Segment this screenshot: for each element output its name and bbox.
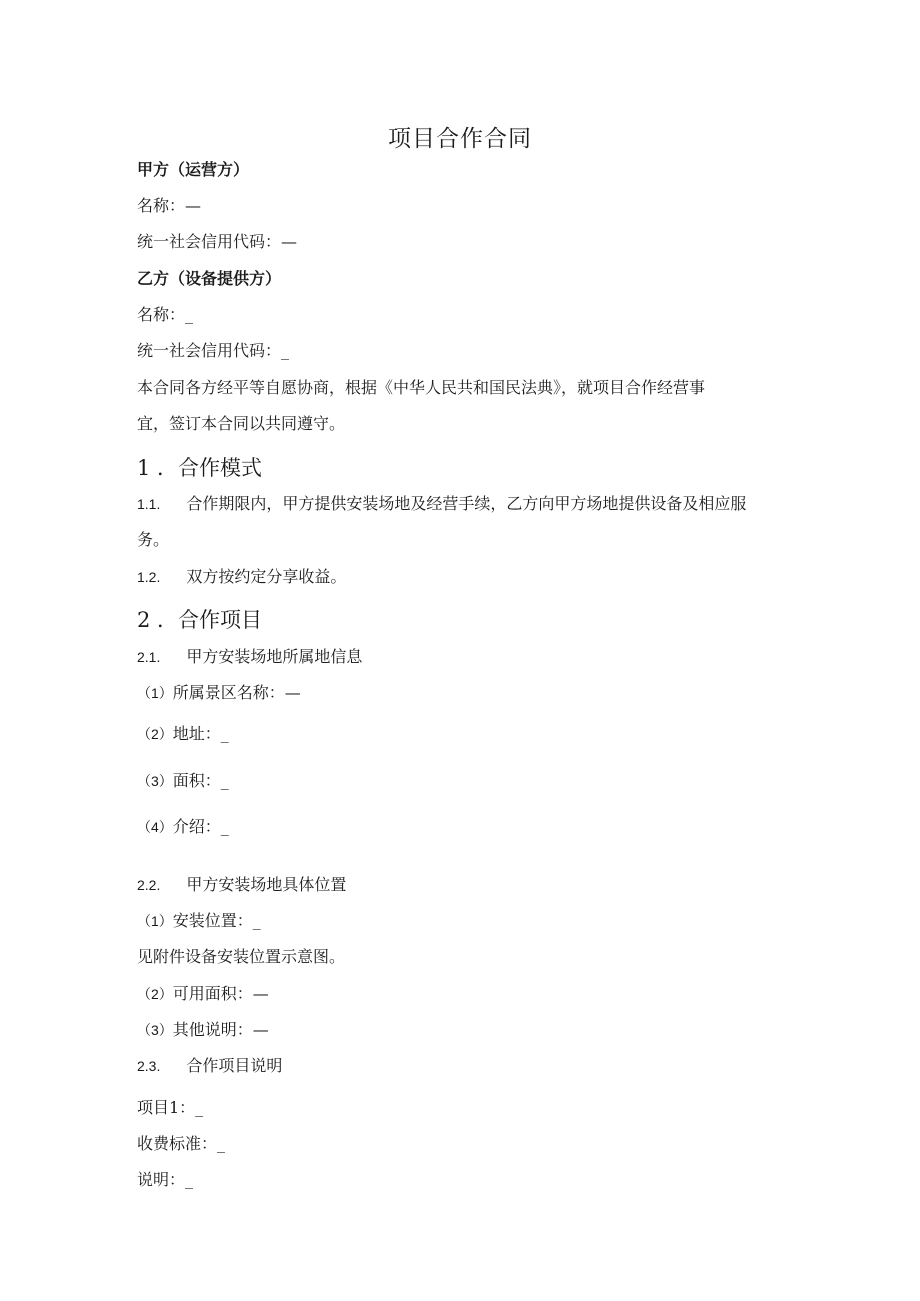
item-number: （3） — [137, 1022, 173, 1038]
clause-2-3 — [137, 1056, 282, 1076]
item-number: （2） — [137, 986, 173, 1002]
project-1: 项目1：_ — [137, 1098, 204, 1117]
location-item-1 — [137, 911, 261, 931]
clause-1-1-continued: 务。 — [137, 530, 170, 549]
clause-number: 2.3. — [137, 1058, 161, 1074]
item-text: 安装位置：_ — [172, 911, 261, 930]
item-text: 介绍：_ — [172, 817, 229, 836]
site-info-item-4 — [137, 817, 229, 837]
clause-number: 1.1. — [137, 496, 161, 512]
item-number: （3） — [137, 773, 173, 789]
party-b-heading: 乙方（设备提供方） — [137, 269, 282, 288]
clause-2-1 — [137, 647, 362, 667]
preamble-line-1: 本合同各方经平等自愿协商，根据《中华人民共和国民法典》，就项目合作经营事 — [137, 378, 706, 397]
item-number: （4） — [137, 819, 173, 835]
item-text: 地址：_ — [172, 724, 229, 743]
party-a-credit-code: 统一社会信用代码：— — [137, 232, 298, 251]
item-text: 其他说明：— — [172, 1020, 269, 1039]
attachment-note: 见附件设备安装位置示意图。 — [137, 947, 346, 966]
item-text: 所属景区名称：— — [172, 683, 301, 702]
item-text: 面积：_ — [172, 771, 229, 790]
party-b-name: 名称：_ — [137, 305, 194, 324]
clause-text: 合作期限内，甲方提供安装场地及经营手续，乙方向甲方场地提供设备及相应服 — [186, 494, 747, 513]
clause-number: 1.2. — [137, 569, 161, 585]
site-info-item-1 — [137, 683, 301, 703]
site-info-item-2 — [137, 724, 229, 744]
preamble-line-2: 宜，签订本合同以共同遵守。 — [137, 414, 346, 433]
clause-text: 甲方安装场地所属地信息 — [186, 647, 363, 666]
item-number: （2） — [137, 726, 173, 742]
party-b-credit-code: 统一社会信用代码：_ — [137, 341, 290, 360]
clause-1-1 — [137, 494, 746, 514]
section-1-heading: 1 ．合作模式 — [137, 456, 263, 480]
clause-text: 甲方安装场地具体位置 — [186, 875, 347, 894]
project-description: 说明：_ — [137, 1170, 194, 1189]
party-a-heading: 甲方（运营方） — [137, 160, 250, 179]
clause-number: 2.2. — [137, 877, 161, 893]
clause-text: 合作项目说明 — [186, 1056, 283, 1075]
party-a-name: 名称：— — [137, 196, 202, 215]
clause-number: 2.1. — [137, 649, 161, 665]
item-number: （1） — [137, 685, 173, 701]
fee-standard: 收费标准：_ — [137, 1134, 226, 1153]
section-2-heading: 2 ．合作项目 — [137, 608, 263, 632]
clause-1-2 — [137, 567, 346, 587]
item-text: 可用面积：— — [172, 984, 269, 1003]
document-title: 项目合作合同 — [388, 126, 532, 152]
clause-2-2 — [137, 875, 346, 895]
clause-text: 双方按约定分享收益。 — [186, 567, 347, 586]
location-item-3 — [137, 1020, 269, 1040]
location-item-2 — [137, 984, 269, 1004]
item-number: （1） — [137, 913, 173, 929]
site-info-item-3 — [137, 771, 229, 791]
